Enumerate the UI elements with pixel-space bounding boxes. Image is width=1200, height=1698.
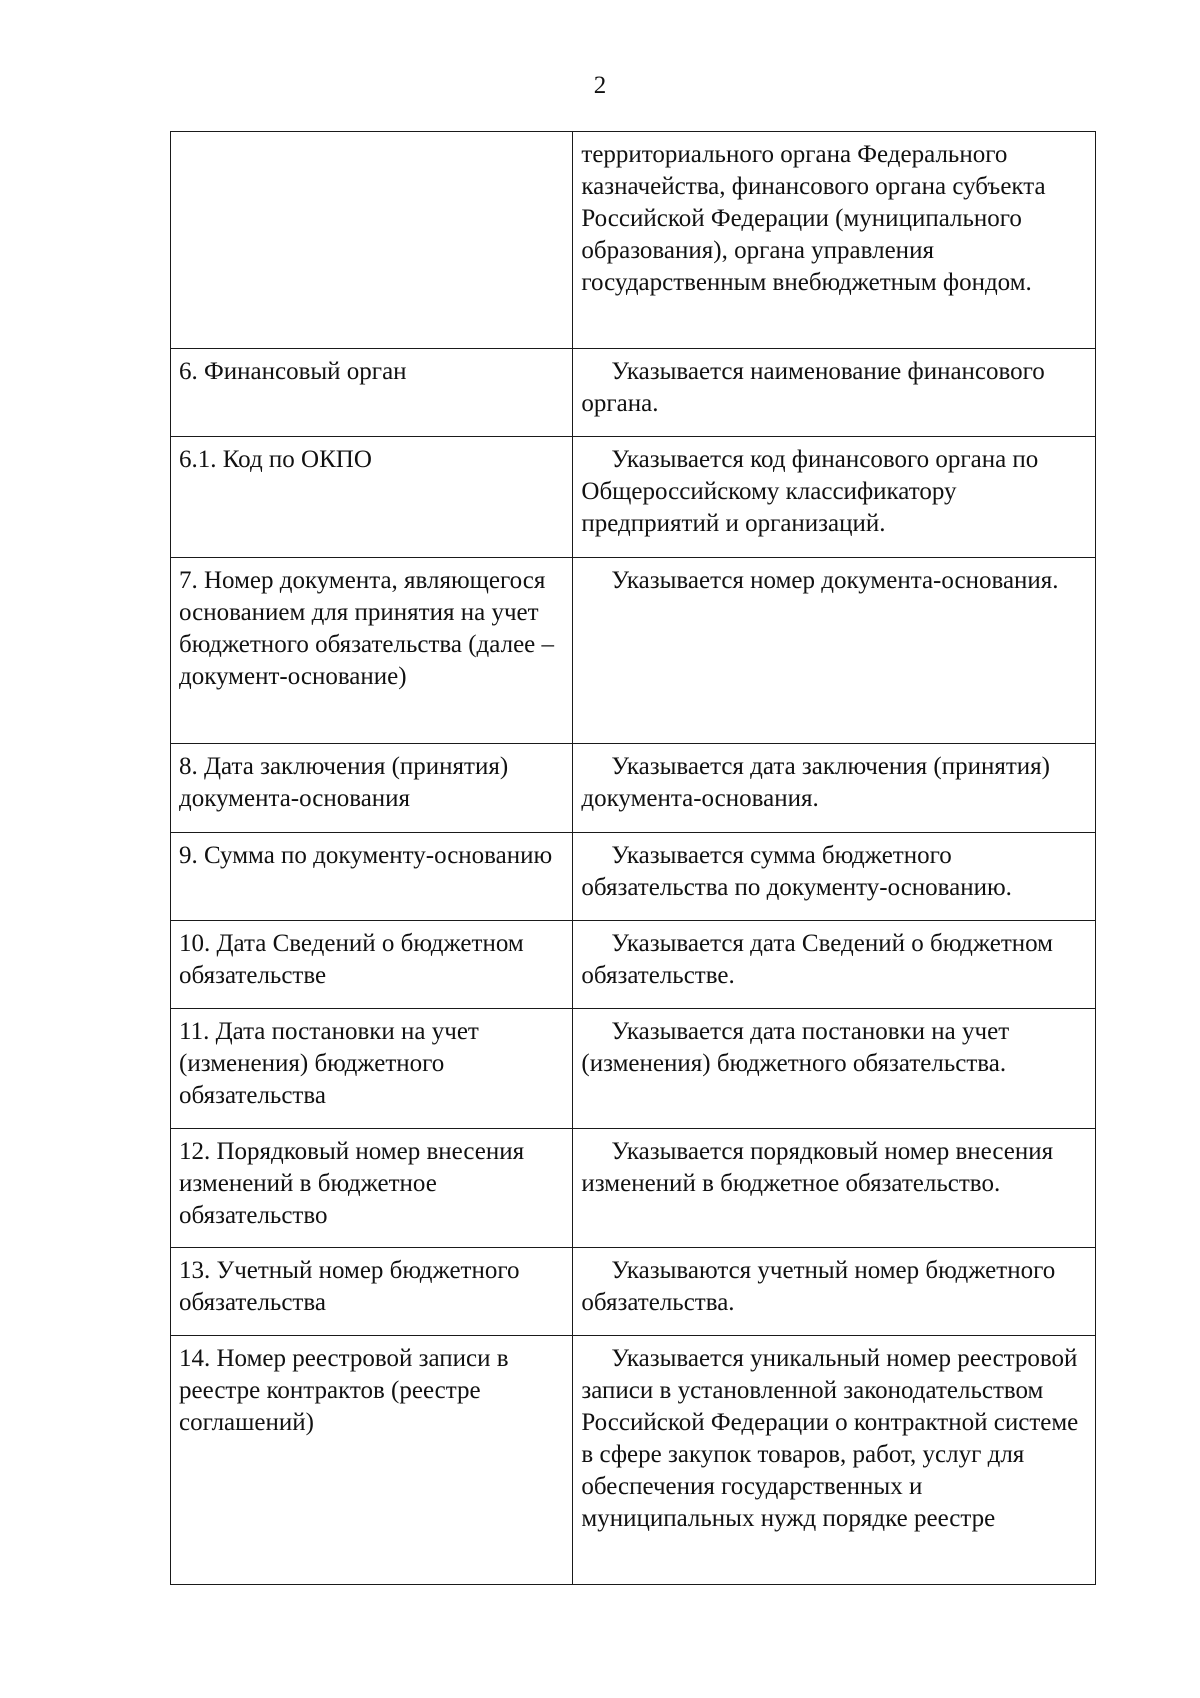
field-description: Указывается номер документа-основания.	[611, 567, 1059, 594]
table-row	[171, 1009, 1096, 1129]
table-row	[171, 1336, 1096, 1585]
field-description-cell	[573, 1336, 1096, 1585]
field-description-cell	[573, 833, 1096, 921]
field-description: территориального органа Федерального казначейства, финансового органа субъекта Российской Федерации (муниципального образования), органа управления государственным внебюджетным фондом.	[581, 141, 1046, 296]
field-name-cell: 9. Сумма по документу-основанию	[171, 833, 573, 921]
field-name-cell: 7. Номер документа, являющегося основанием для принятия на учет бюджетного обязательства (далее – документ-основание)	[171, 558, 573, 744]
field-description: Указывается сумма бюджетного обязательства по документу-основанию.	[581, 842, 1012, 901]
table-row	[171, 921, 1096, 1009]
field-name-cell: 11. Дата постановки на учет (изменения) бюджетного обязательства	[171, 1009, 573, 1129]
field-description: Указывается дата постановки на учет (изменения) бюджетного обязательства.	[581, 1018, 1010, 1077]
field-description: Указываются учетный номер бюджетного обязательства.	[581, 1257, 1056, 1316]
field-description-cell	[573, 1129, 1096, 1248]
table-row	[171, 437, 1096, 558]
table-row	[171, 349, 1096, 437]
field-description-cell	[573, 1248, 1096, 1336]
field-name-cell: 13. Учетный номер бюджетного обязательства	[171, 1248, 573, 1336]
field-description: Указывается дата заключения (принятия) документа-основания.	[581, 753, 1051, 812]
field-name-cell: 12. Порядковый номер внесения изменений в бюджетное обязательство	[171, 1129, 573, 1248]
field-name-cell: 8. Дата заключения (принятия) документа-основания	[171, 744, 573, 833]
table-row	[171, 132, 1096, 349]
field-name-cell: 6. Финансовый орган	[171, 349, 573, 437]
field-description-cell	[573, 132, 1096, 349]
table-row	[171, 1248, 1096, 1336]
field-description-cell	[573, 558, 1096, 744]
document-table	[170, 131, 1096, 1585]
field-name-cell: 10. Дата Сведений о бюджетном обязательстве	[171, 921, 573, 1009]
field-description: Указывается код финансового органа по Общероссийскому классификатору предприятий и организаций.	[581, 446, 1039, 537]
field-name-cell: 14. Номер реестровой записи в реестре контрактов (реестре соглашений)	[171, 1336, 573, 1585]
field-description-cell	[573, 744, 1096, 833]
field-description: Указывается наименование финансового органа.	[581, 358, 1045, 417]
field-description-cell	[573, 349, 1096, 437]
table-row	[171, 1129, 1096, 1248]
page-number: 2	[593, 72, 607, 99]
table-row	[171, 558, 1096, 744]
field-description: Указывается порядковый номер внесения изменений в бюджетное обязательство.	[581, 1138, 1054, 1197]
table-row	[171, 833, 1096, 921]
field-name-cell: 6.1. Код по ОКПО	[171, 437, 573, 558]
table-row	[171, 744, 1096, 833]
field-description-cell	[573, 1009, 1096, 1129]
field-description: Указывается уникальный номер реестровой записи в установленной законодательством Российской Федерации о контрактной системе в сфере закупок товаров, работ, услуг для обеспечения государственных и муниципальных нужд порядке реестре	[581, 1345, 1079, 1532]
field-name-cell	[171, 132, 573, 349]
field-description-cell	[573, 437, 1096, 558]
field-description-cell	[573, 921, 1096, 1009]
field-description: Указывается дата Сведений о бюджетном обязательстве.	[581, 930, 1054, 989]
